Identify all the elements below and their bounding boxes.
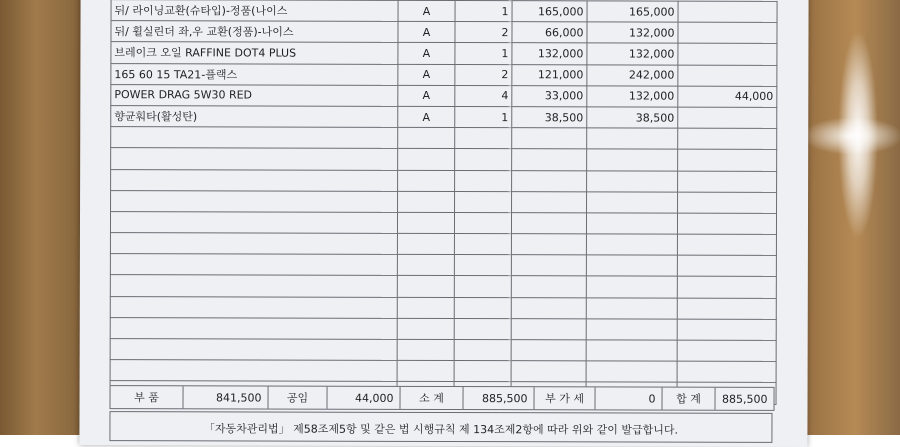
cell-amount: 132,000 [587,86,678,107]
empty-cell [397,212,454,233]
empty-cell [111,148,398,170]
empty-cell [110,296,397,318]
cell-grade: A [398,85,455,106]
cell-extra [678,1,777,22]
cell-qty: 1 [455,1,512,22]
empty-cell [398,191,455,212]
cell-item: 165 60 15 TA21-플랙스 [111,63,398,85]
cell-unit-price: 33,000 [512,85,587,106]
empty-cell [454,340,511,361]
empty-cell [454,297,511,318]
empty-table-row [110,296,776,319]
empty-table-row [111,169,777,192]
empty-cell [111,127,398,149]
total-label: 합 계 [663,388,716,410]
cell-unit-price: 132,000 [512,43,587,64]
table-row [111,21,777,44]
cell-unit-price: 38,500 [512,107,587,128]
empty-cell [678,149,777,170]
cell-grade: A [398,22,455,43]
cell-item: 브레이크 오일 RAFFINE DOT4 PLUS [111,42,398,64]
cell-amount: 165,000 [587,1,678,22]
cell-qty: 1 [455,43,512,64]
empty-cell [111,169,398,191]
table-row [111,42,777,65]
cell-qty: 2 [455,64,512,85]
vat-label: 부 가 세 [535,387,596,409]
empty-cell [677,298,776,319]
cell-qty: 2 [455,22,512,43]
empty-cell [586,276,677,297]
empty-cell [678,192,777,213]
cell-qty: 1 [455,106,512,127]
empty-cell [678,171,777,192]
empty-cell [677,340,776,361]
empty-cell [455,128,512,149]
cell-grade: A [398,43,455,64]
empty-cell [110,339,397,361]
empty-cell [398,170,455,191]
cell-grade: A [398,0,455,21]
empty-table-row [110,339,776,362]
empty-cell [586,255,677,276]
empty-cell [586,361,677,382]
empty-table-row [111,127,777,150]
cell-extra [678,107,777,128]
empty-cell [398,149,455,170]
empty-cell [512,191,587,212]
parts-value: 841,500 [184,386,269,408]
empty-cell [397,297,454,318]
empty-cell [398,128,455,149]
empty-cell [110,254,397,276]
empty-cell [110,317,397,339]
summary-row [110,385,775,411]
empty-cell [511,318,586,339]
empty-cell [512,128,587,149]
empty-cell [454,234,511,255]
empty-cell [397,339,454,360]
empty-cell [677,255,776,276]
empty-cell [511,297,586,318]
empty-cell [511,255,586,276]
subtotal-value: 885,500 [464,387,535,409]
empty-cell [397,233,454,254]
empty-cell [511,234,586,255]
cell-grade: A [398,106,455,127]
empty-cell [110,212,397,234]
legal-footer-note: 「자동차관리법」 제58조제5항 및 같은 법 시행규칙 제 134조제2항에 따라 위와 같이 발급합니다. [109,411,772,443]
empty-table-row [110,254,776,277]
cell-extra [678,65,777,86]
empty-cell [587,192,678,213]
empty-table-row [111,190,777,213]
empty-cell [110,275,397,297]
empty-cell [454,276,511,297]
cell-unit-price: 121,000 [512,64,587,85]
table-row [111,63,777,86]
labor-value: 44,000 [328,387,401,409]
table-row [111,84,777,107]
invoice-paper [79,0,808,447]
empty-cell [587,149,678,170]
empty-cell [586,234,677,255]
vat-value: 0 [596,387,663,409]
empty-table-row [110,317,776,340]
empty-table-row [110,212,776,235]
cell-qty: 4 [455,85,512,106]
labor-label: 공임 [269,387,328,409]
empty-cell [677,361,776,382]
cell-extra: 44,000 [678,86,777,107]
empty-cell [454,318,511,339]
cell-unit-price: 66,000 [512,22,587,43]
empty-cell [454,361,511,382]
empty-cell [454,255,511,276]
empty-cell [110,360,397,382]
empty-cell [586,297,677,318]
empty-cell [110,233,397,255]
cell-extra [678,43,777,64]
empty-cell [586,319,677,340]
empty-cell [455,170,512,191]
empty-cell [512,149,587,170]
empty-cell [586,213,677,234]
empty-cell [454,212,511,233]
empty-cell [677,213,776,234]
empty-table-row [110,275,776,298]
empty-cell [511,213,586,234]
cell-item: 향균훠타(활성탄) [111,106,398,128]
empty-cell [677,277,776,298]
empty-cell [455,149,512,170]
empty-cell [587,128,678,149]
empty-cell [586,340,677,361]
empty-table-row [111,148,777,171]
empty-cell [512,170,587,191]
empty-cell [111,190,398,212]
empty-cell [511,361,586,382]
table-row [111,0,777,23]
empty-cell [397,318,454,339]
empty-cell [587,170,678,191]
empty-cell [397,361,454,382]
empty-cell [678,128,777,149]
cell-item: POWER DRAG 5W30 RED [111,84,398,106]
subtotal-label: 소 계 [401,387,464,409]
cell-item: 뒤/ 라이닝교환(슈타입)-정품(나이스 [111,0,398,22]
empty-cell [397,276,454,297]
empty-cell [511,340,586,361]
line-items-table [110,0,778,404]
cell-item: 뒤/ 휠실린더 좌,우 교환(정품)-나이스 [111,21,398,43]
cell-amount: 38,500 [587,107,678,128]
cell-amount: 132,000 [587,43,678,64]
light-glare-horizontal [805,118,900,154]
total-value: 885,500 [722,392,768,406]
cell-extra [678,22,777,43]
table-row [111,106,777,129]
empty-table-row [110,233,776,256]
cell-amount: 242,000 [587,64,678,85]
empty-cell [677,319,776,340]
cell-grade: A [398,64,455,85]
cell-amount: 132,000 [587,22,678,43]
empty-cell [455,191,512,212]
empty-table-row [110,360,776,383]
cell-unit-price: 165,000 [512,1,587,22]
empty-cell [511,276,586,297]
empty-cell [397,255,454,276]
parts-label: 부 품 [111,386,184,408]
empty-cell [677,234,776,255]
